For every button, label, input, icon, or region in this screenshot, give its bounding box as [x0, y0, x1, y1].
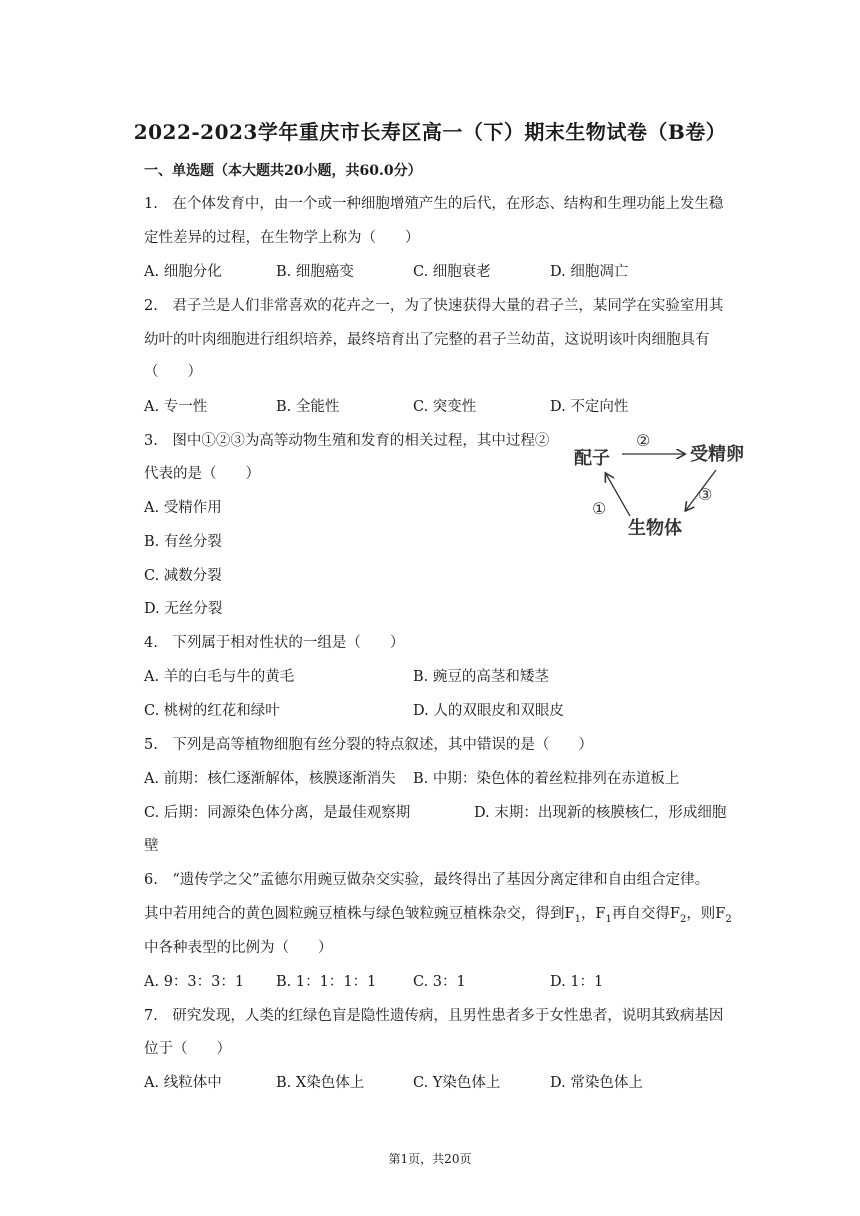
- question-3-stem: 3. 图中①②③为高等动物生殖和发育的相关过程，其中过程②: [144, 433, 550, 449]
- q4-option-b: B. 豌豆的高茎和矮茎: [413, 669, 549, 685]
- q2-option-a: A. 专一性: [144, 399, 208, 415]
- subscript: 1: [605, 913, 612, 925]
- q2-option-c: C. 突变性: [413, 399, 477, 415]
- q4-option-c: C. 桃树的红花和绿叶: [144, 703, 280, 719]
- q6-option-c: C. 3：1: [413, 974, 466, 990]
- question-3-stem-cont: 代表的是（ ）: [144, 466, 260, 482]
- section-heading: 一、单选题（本大题共20小题，共60.0分）: [144, 163, 422, 179]
- question-1-stem-cont: 定性差异的过程，在生物学上称为（ ）: [144, 230, 420, 246]
- reproduction-cycle-diagram: [570, 424, 760, 548]
- q6-text-part: ，则F: [686, 906, 726, 922]
- question-2-stem-paren: （ ）: [144, 364, 202, 380]
- q5-option-a: A. 前期：核仁逐渐解体，核膜逐渐消失: [144, 771, 396, 787]
- q6-option-b: B. 1：1：1：1: [276, 974, 377, 990]
- question-2-stem: 2. 君子兰是人们非常喜欢的花卉之一，为了快速获得大量的君子兰，某同学在实验室用其: [144, 298, 724, 314]
- q6-text-part: ，F: [580, 906, 606, 922]
- question-6-stem-cont: [144, 902, 732, 925]
- organism-label: 生物体: [628, 518, 682, 539]
- zygote-label: 受精卵: [690, 444, 744, 465]
- q2-option-b: B. 全能性: [276, 399, 340, 415]
- question-4-stem: 4. 下列属于相对性状的一组是（ ）: [144, 635, 405, 651]
- q5-option-b: B. 中期：染色体的着丝粒排列在赤道板上: [413, 771, 680, 787]
- q3-option-b: B. 有丝分裂: [144, 534, 222, 550]
- process-1-label: ①: [592, 499, 607, 518]
- question-1-stem: 1. 在个体发育中，由一个或一种细胞增殖产生的后代，在形态、结构和生理功能上发生稳: [144, 196, 724, 212]
- q7-option-a: A. 线粒体中: [144, 1075, 222, 1091]
- question-7-stem: 7. 研究发现，人类的红绿色盲是隐性遗传病，且男性患者多于女性患者，说明其致病基因: [144, 1008, 724, 1024]
- page-title: 2022-2023学年重庆市长寿区高一（下）期末生物试卷（B卷）: [133, 120, 727, 144]
- page-footer: 第1页，共20页: [388, 1152, 472, 1166]
- q7-option-b: B. X染色体上: [276, 1075, 365, 1091]
- subscript: 2: [679, 913, 687, 925]
- q4-option-d: D. 人的双眼皮和双眼皮: [413, 703, 564, 719]
- question-6-stem: 6. “遗传学之父”孟德尔用豌豆做杂交实验，最终得出了基因分离定律和自由组合定律。: [144, 872, 710, 888]
- q5-option-c: C. 后期：同源染色体分离，是最佳观察期: [144, 805, 411, 821]
- gamete-label: 配子: [574, 448, 610, 469]
- question-6-stem-end: 中各种表型的比例为（ ）: [144, 940, 333, 956]
- q2-option-d: D. 不定向性: [550, 399, 629, 415]
- subscript: 1: [574, 913, 581, 925]
- process-2-label: ②: [636, 431, 651, 450]
- arrow-1: [606, 474, 630, 516]
- question-5-stem: 5. 下列是高等植物细胞有丝分裂的特点叙述，其中错误的是（ ）: [144, 737, 593, 753]
- q3-option-c: C. 减数分裂: [144, 568, 222, 584]
- question-2-stem-cont: 幼叶的叶肉细胞进行组织培养，最终培育出了完整的君子兰幼苗，这说明该叶肉细胞具有: [144, 332, 710, 348]
- q6-option-a: A. 9：3：3：1: [144, 974, 245, 990]
- q7-option-c: C. Y染色体上: [413, 1075, 501, 1091]
- question-7-stem-cont: 位于（ ）: [144, 1041, 231, 1057]
- q5-option-d-cont: 壁: [144, 838, 159, 854]
- q1-option-c: C. 细胞衰老: [413, 264, 491, 280]
- q1-option-d: D. 细胞凋亡: [550, 264, 629, 280]
- q6-text-part: 其中若用纯合的黄色圆粒豌豆植株与绿色皱粒豌豆植株杂交，得到F: [144, 906, 575, 922]
- q4-option-a: A. 羊的白毛与牛的黄毛: [144, 669, 295, 685]
- process-3-label: ③: [698, 485, 713, 504]
- q1-option-a: A. 细胞分化: [144, 264, 222, 280]
- q3-option-d: D. 无丝分裂: [144, 601, 223, 617]
- q1-option-b: B. 细胞癌变: [276, 264, 354, 280]
- q6-text-part: 再自交得F: [611, 906, 680, 922]
- q3-option-a: A. 受精作用: [144, 500, 222, 516]
- q7-option-d: D. 常染色体上: [550, 1075, 643, 1091]
- subscript: 2: [725, 913, 732, 925]
- q6-option-d: D. 1：1: [550, 974, 604, 990]
- q5-option-d: D. 末期：出现新的核膜核仁，形成细胞: [474, 805, 727, 821]
